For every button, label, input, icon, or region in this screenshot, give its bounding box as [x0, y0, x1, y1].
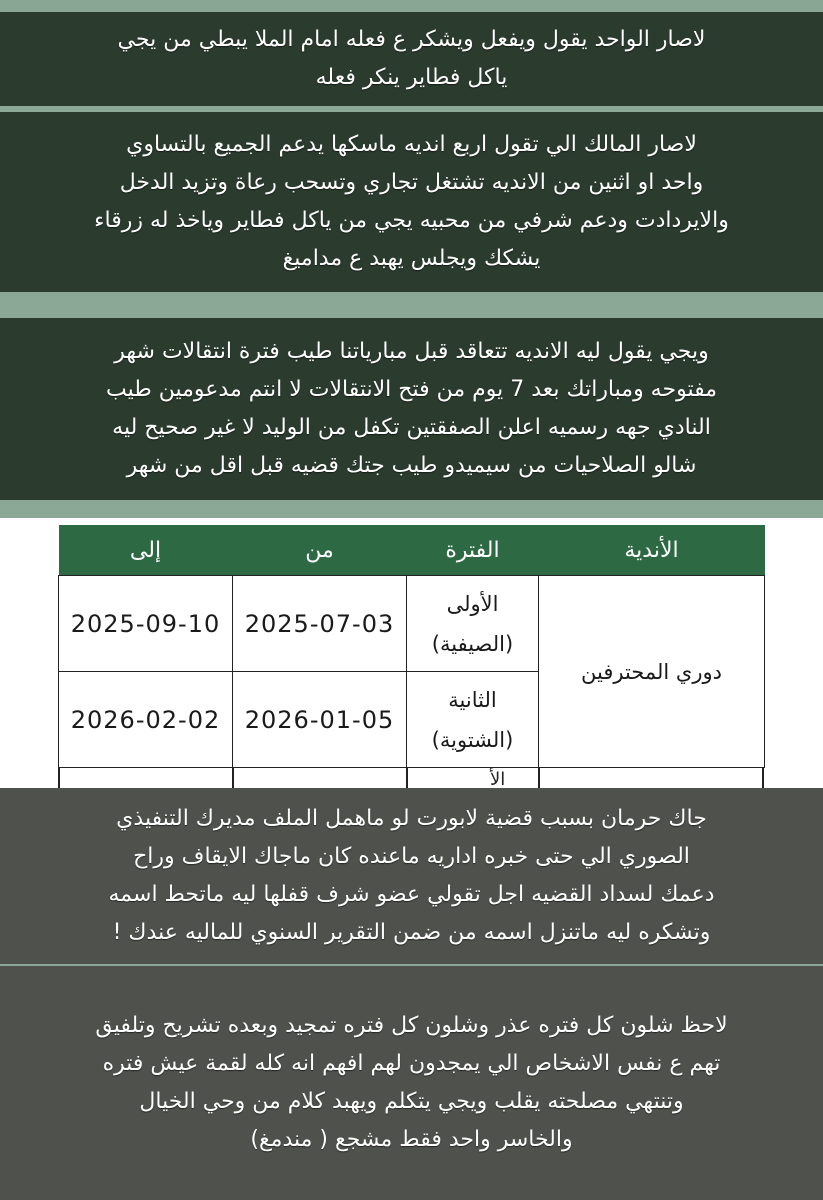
table-border — [538, 767, 540, 788]
panel-3-line-2: مفتوحه ومباراتك بعد 7 يوم من فتح الانتقالات لا انتم مدعومين طيب — [106, 377, 717, 402]
panel-4-line-1: جاك حرمان بسبب قضية لابورت لو ماهمل الملف مديرك التنفيذي — [116, 806, 707, 831]
header-period: الفترة — [407, 525, 539, 576]
table-header-row — [59, 525, 765, 576]
table-border — [406, 767, 408, 788]
text-panel-3 — [0, 318, 823, 500]
panel-1-line-1: لاصار الواحد يقول ويفعل ويشكر ع فعله امام الملا يبطي من يجي — [117, 27, 706, 52]
table-border — [762, 767, 764, 788]
period-name: الثانية — [448, 687, 497, 712]
panel-2-line-4: يشكك ويجلس يهبد ع مداميغ — [282, 246, 541, 271]
transfer-window-table-screenshot — [0, 518, 823, 788]
panel-3-line-1: ويجي يقول ليه الانديه تتعاقد قبل مبارياتنا طيب فترة انتقالات شهر — [114, 339, 709, 364]
panel-5-line-1: لاحظ شلون كل فتره عذر وشلون كل فتره تمجيد وبعده تشريح وتلفيق — [95, 1013, 728, 1038]
period-cell — [407, 672, 539, 768]
period-season: (الصيفية) — [431, 631, 514, 656]
panel-1-line-2: ياكل فطاير ينكر فعله — [315, 65, 508, 90]
header-to: إلى — [59, 525, 233, 576]
panel-2-line-1: لاصار المالك الي تقول اربع انديه ماسكها يدعم الجميع بالتساوي — [126, 132, 697, 157]
text-panel-5 — [0, 966, 823, 1200]
transfer-periods-table — [58, 525, 765, 768]
table-border — [232, 767, 234, 788]
table-row — [59, 576, 765, 672]
top-strip — [0, 0, 823, 12]
period-season: (الشتوية) — [431, 727, 514, 752]
header-from: من — [233, 525, 407, 576]
panel-5-line-2: تهم ع نفس الاشخاص الي يمجدون لهم افهم انه كله لقمة عيش فتره — [102, 1051, 721, 1076]
panel-2-line-2: واحد او اثنين من الانديه تشتغل تجاري وتسحب رعاة وتزيد الدخل — [119, 170, 704, 195]
league-cell: دوري المحترفين — [539, 576, 765, 768]
text-panel-4 — [0, 788, 823, 964]
table-cut-off-row — [58, 767, 764, 788]
panel-4-line-2: الصوري الي حتى خبره اداريه ماعنده كان ماجاك الايقاف وراح — [133, 844, 690, 869]
text-panel-2 — [0, 112, 823, 292]
table-wrapper — [58, 525, 764, 768]
header-clubs: الأندية — [539, 525, 765, 576]
from-date-cell: 2025-07-03 — [233, 576, 407, 672]
panel-5-line-4: والخاسر واحد فقط مشجع ( مندمغ) — [250, 1127, 573, 1152]
partial-period-text: الأ — [490, 769, 506, 788]
panel-2-line-3: والايردادت ودعم شرفي من محبيه يجي من ياكل فطاير وياخذ له زرقاء — [94, 208, 729, 233]
text-panel-1 — [0, 12, 823, 106]
to-date-cell: 2025-09-10 — [59, 576, 233, 672]
to-date-cell: 2026-02-02 — [59, 672, 233, 768]
panel-3-line-3: النادي جهه رسميه اعلن الصفقتين تكفل من الوليد لا غير صحيح ليه — [112, 415, 711, 440]
panel-4-line-4: وتشكره ليه ماتنزل اسمه من ضمن التقرير السنوي للماليه عندك ! — [112, 920, 711, 945]
panel-4-line-3: دعمك لسداد القضيه اجل تقولي عضو شرف قفلها ليه ماتحط اسمه — [108, 882, 715, 907]
panel-3-line-4: شالو الصلاحيات من سيميدو طيب جتك قضيه قبل اقل من شهر — [126, 453, 697, 478]
table-border — [58, 767, 60, 788]
from-date-cell: 2026-01-05 — [233, 672, 407, 768]
period-cell — [407, 576, 539, 672]
period-name: الأولى — [446, 591, 499, 616]
panel-5-line-3: وتنتهي مصلحته يقلب ويجي يتكلم ويهبد كلام من وحي الخيال — [139, 1089, 684, 1114]
